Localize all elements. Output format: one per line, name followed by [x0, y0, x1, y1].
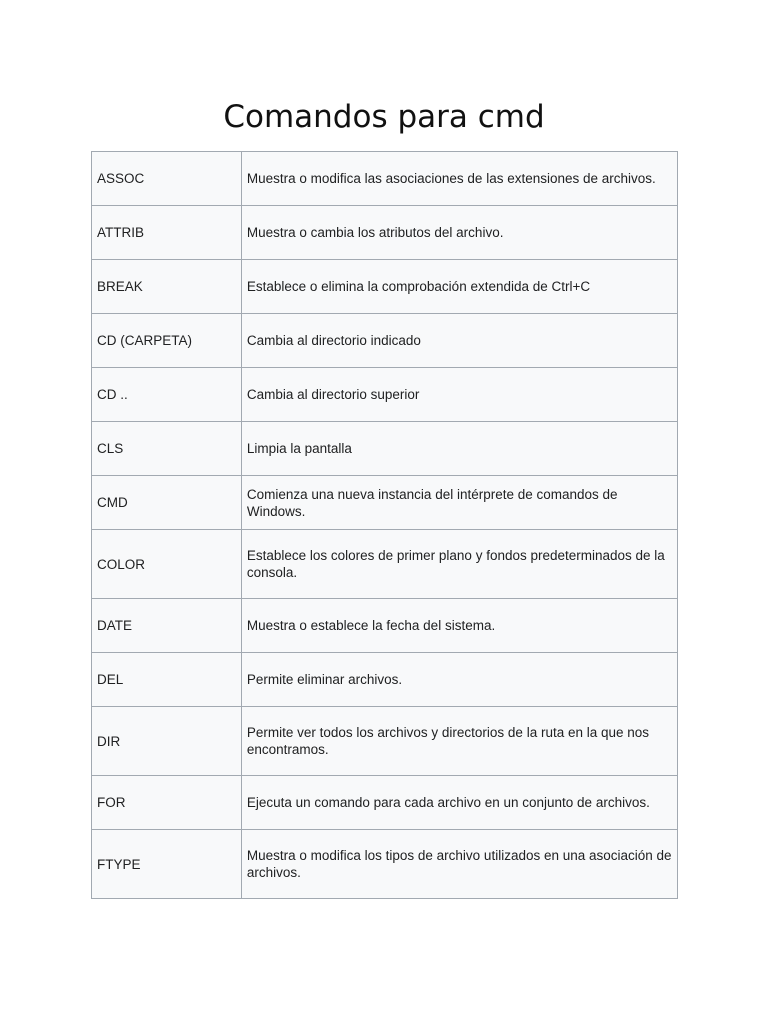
- command-cell: DIR: [92, 707, 242, 776]
- description-cell: Cambia al directorio superior: [241, 368, 677, 422]
- command-cell: CLS: [92, 422, 242, 476]
- description-cell: Muestra o modifica las asociaciones de las extensiones de archivos.: [241, 152, 677, 206]
- command-cell: FTYPE: [92, 830, 242, 899]
- description-cell: Limpia la pantalla: [241, 422, 677, 476]
- command-cell: FOR: [92, 776, 242, 830]
- table-row: [92, 830, 678, 899]
- description-cell: Muestra o cambia los atributos del archivo.: [241, 206, 677, 260]
- commands-table: [91, 151, 678, 899]
- table-row: [92, 206, 678, 260]
- description-cell: Muestra o establece la fecha del sistema.: [241, 599, 677, 653]
- description-cell: Establece o elimina la comprobación extendida de Ctrl+C: [241, 260, 677, 314]
- description-cell: Establece los colores de primer plano y fondos predeterminados de la consola.: [241, 530, 677, 599]
- table-row: [92, 530, 678, 599]
- description-cell: Permite ver todos los archivos y directorios de la ruta en la que nos encontramos.: [241, 707, 677, 776]
- page-title: Comandos para cmd: [223, 99, 545, 135]
- command-cell: CD (CARPETA): [92, 314, 242, 368]
- command-cell: DEL: [92, 653, 242, 707]
- table-row: [92, 476, 678, 530]
- description-cell: Permite eliminar archivos.: [241, 653, 677, 707]
- command-cell: BREAK: [92, 260, 242, 314]
- command-cell: ATTRIB: [92, 206, 242, 260]
- table-row: [92, 653, 678, 707]
- table-row: [92, 260, 678, 314]
- command-cell: ASSOC: [92, 152, 242, 206]
- table-row: [92, 707, 678, 776]
- table-row: [92, 314, 678, 368]
- command-cell: CD ..: [92, 368, 242, 422]
- table-row: [92, 368, 678, 422]
- command-cell: COLOR: [92, 530, 242, 599]
- description-cell: Ejecuta un comando para cada archivo en un conjunto de archivos.: [241, 776, 677, 830]
- command-cell: DATE: [92, 599, 242, 653]
- table-row: [92, 422, 678, 476]
- description-cell: Muestra o modifica los tipos de archivo utilizados en una asociación de archivos.: [241, 830, 677, 899]
- table-row: [92, 599, 678, 653]
- table-row: [92, 776, 678, 830]
- command-cell: CMD: [92, 476, 242, 530]
- table-row: [92, 152, 678, 206]
- description-cell: Cambia al directorio indicado: [241, 314, 677, 368]
- description-cell: Comienza una nueva instancia del intérprete de comandos de Windows.: [241, 476, 677, 530]
